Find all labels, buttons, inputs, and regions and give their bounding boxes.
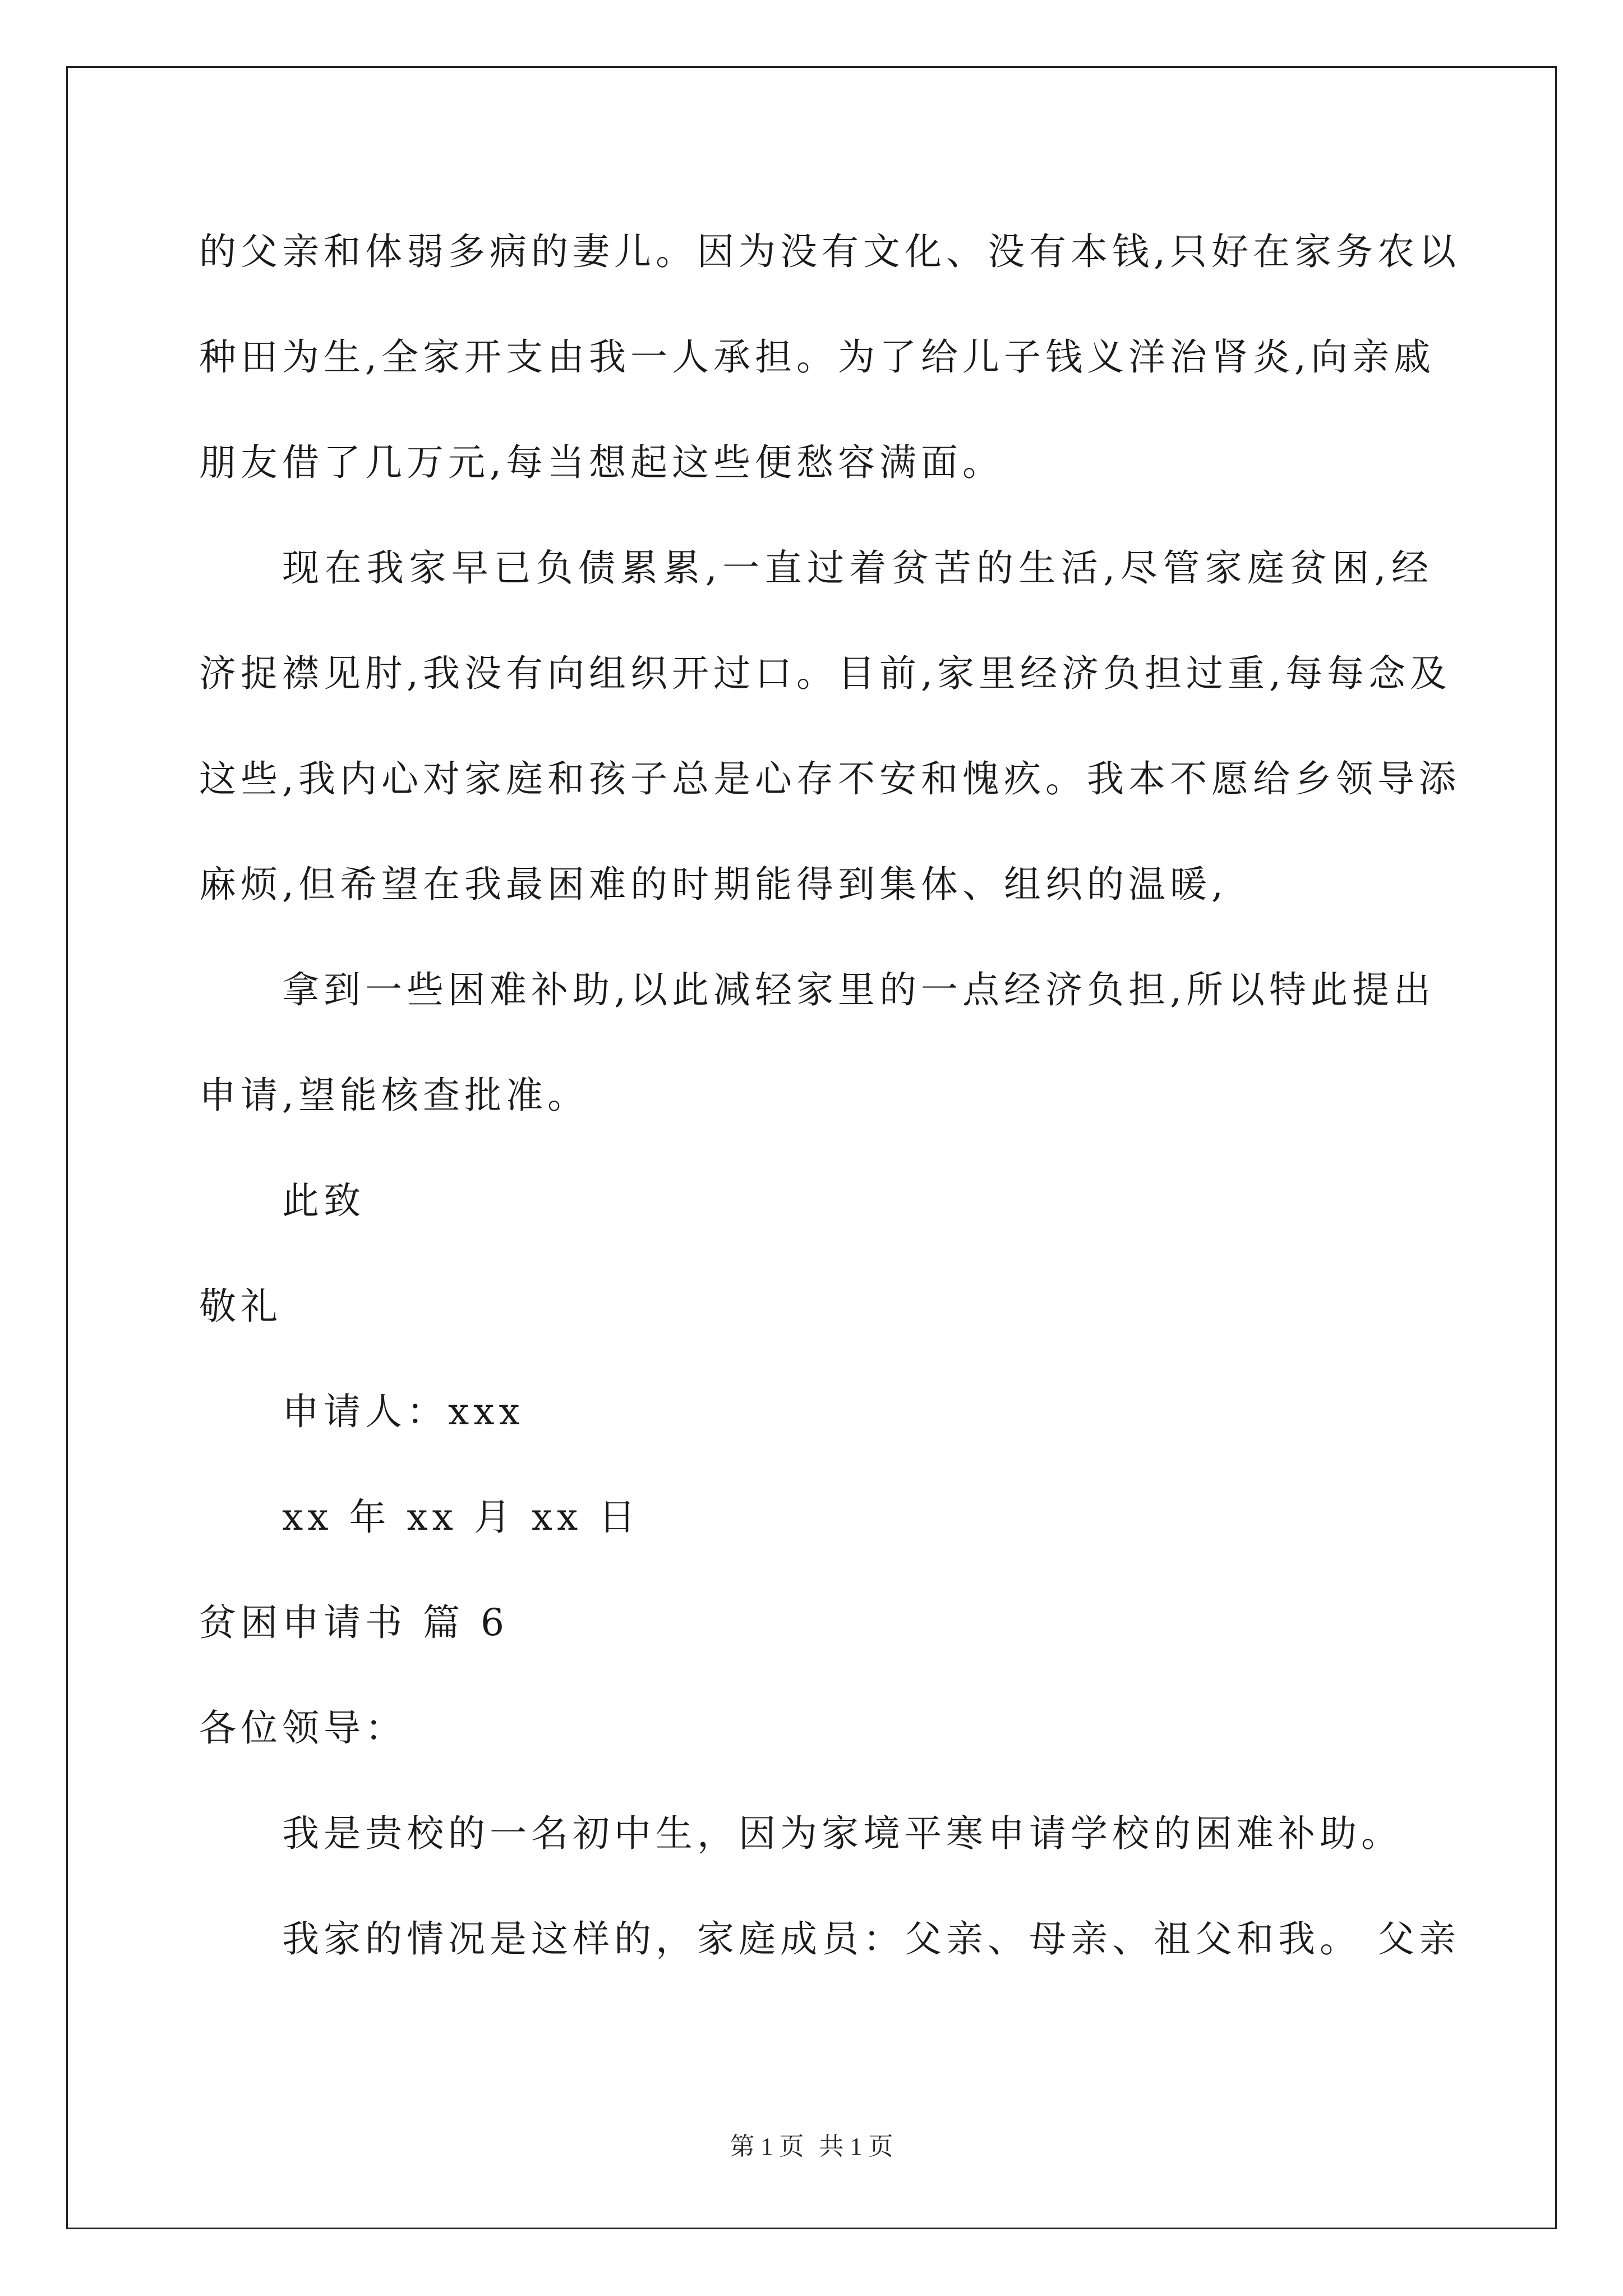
document-body bbox=[199, 199, 1460, 1992]
body-line-1: 的父亲和体弱多病的妻儿。因为没有文化、没有本钱,只好在家务农以 bbox=[199, 230, 1460, 273]
body-line-9: 申请,望能核查批准。 bbox=[199, 1074, 589, 1117]
application-date: xx 年 xx 月 xx 日 bbox=[282, 1496, 640, 1539]
page-number-current: 第 1 页 bbox=[730, 2133, 804, 2160]
page-number-total: 共 1 页 bbox=[819, 2133, 893, 2160]
body-line-17: 我家的情况是这样的，家庭成员：父亲、母亲、祖父和我。 父亲 bbox=[282, 1917, 1460, 1961]
section-heading: 贫困申请书 篇 6 bbox=[199, 1601, 509, 1644]
body-line-16: 我是贵校的一名初中生，因为家境平寒申请学校的困难补助。 bbox=[282, 1812, 1403, 1855]
body-line-6: 这些,我内心对家庭和孩子总是心存不安和愧疚。我本不愿给乡领导添 bbox=[199, 757, 1460, 800]
letter-greeting: 各位领导： bbox=[199, 1706, 407, 1750]
body-line-4: 现在我家早已负债累累,一直过着贫苦的生活,尽管家庭贫困,经 bbox=[282, 546, 1433, 590]
applicant-signature: 申请人：xxx bbox=[282, 1390, 524, 1433]
page-footer bbox=[0, 2126, 1623, 2162]
body-line-8: 拿到一些困难补助,以此减轻家里的一点经济负担,所以特此提出 bbox=[282, 968, 1435, 1011]
body-line-2: 种田为生,全家开支由我一人承担。为了给儿子钱义洋治肾炎,向亲戚 bbox=[199, 335, 1435, 379]
body-line-5: 济捉襟见肘,我没有向组织开过口。目前,家里经济负担过重,每每念及 bbox=[199, 652, 1451, 695]
closing-respect: 敬礼 bbox=[199, 1285, 282, 1328]
body-line-3: 朋友借了几万元,每当想起这些便愁容满面。 bbox=[199, 441, 1004, 484]
body-line-7: 麻烦,但希望在我最困难的时期能得到集体、组织的温暖, bbox=[199, 863, 1228, 906]
closing-salutation: 此致 bbox=[282, 1179, 365, 1222]
